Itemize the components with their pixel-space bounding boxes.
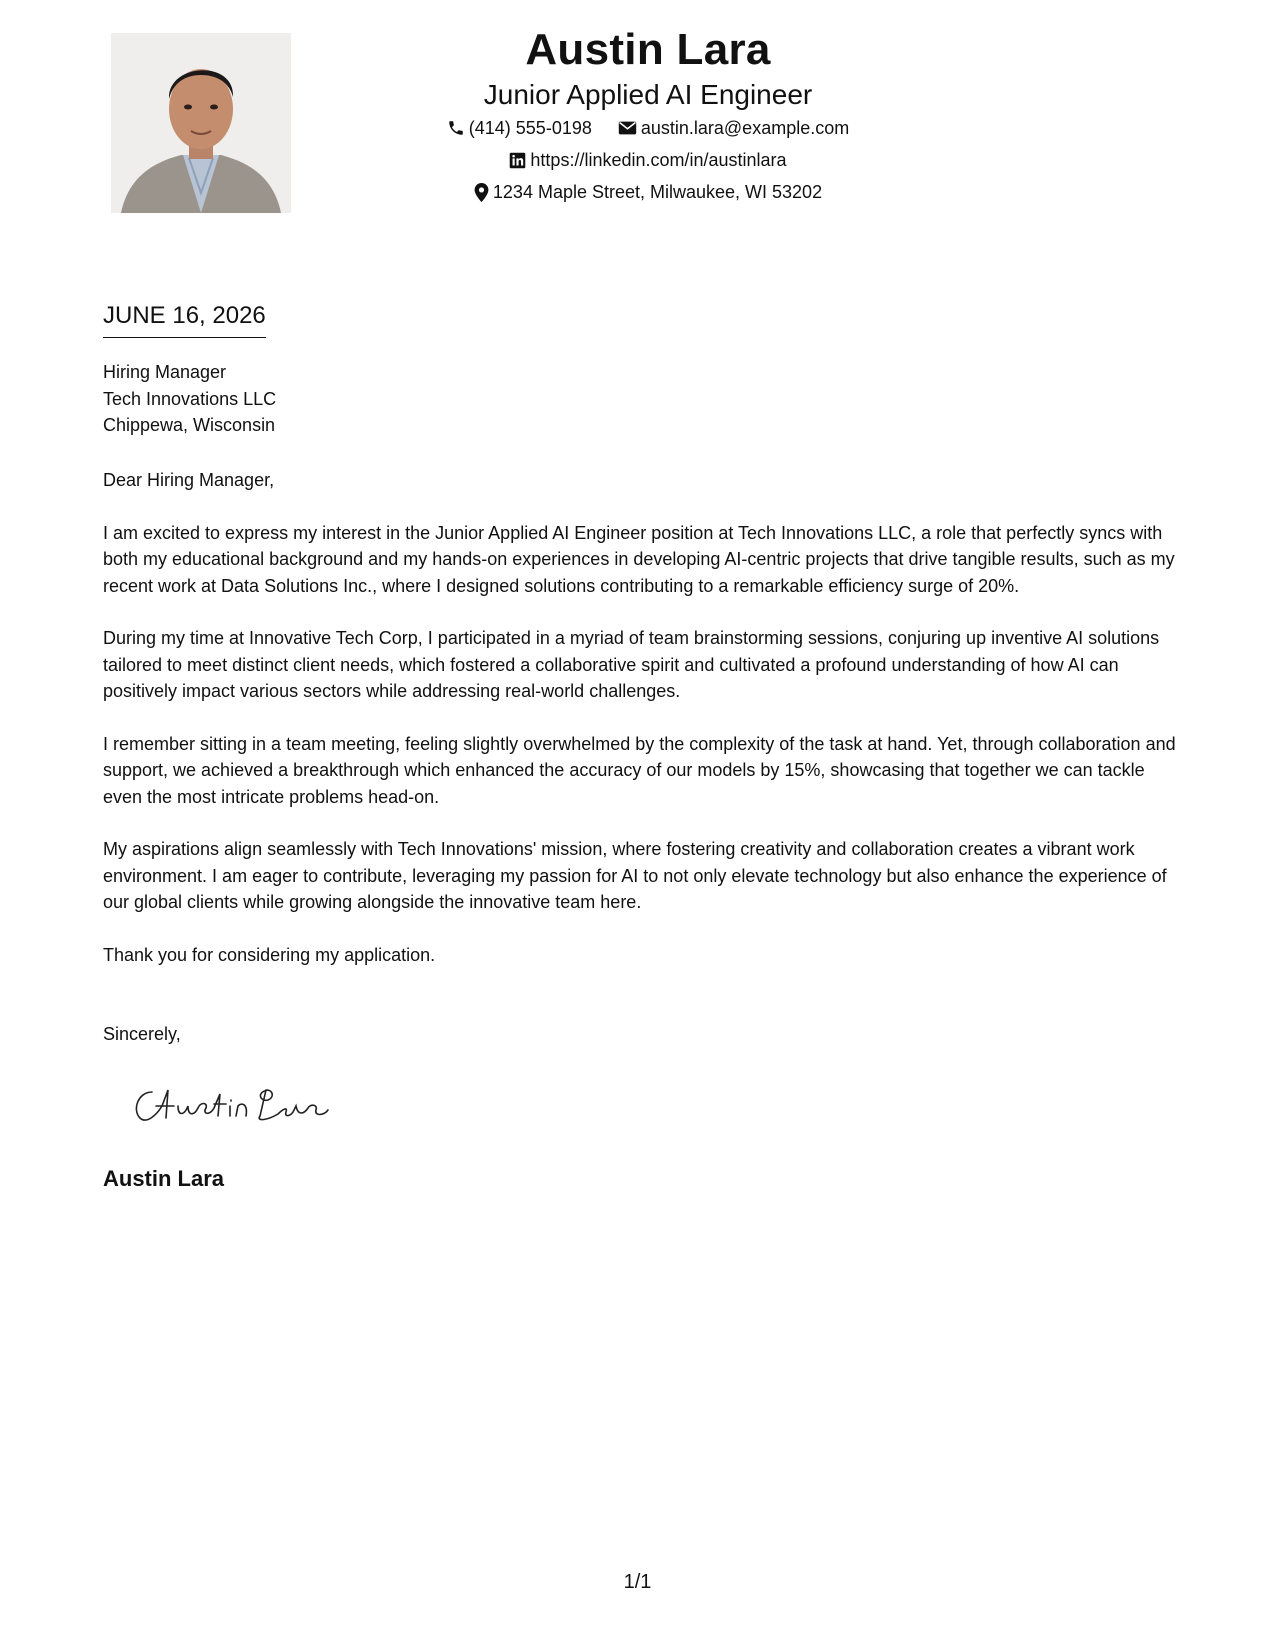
linkedin-text: https://linkedin.com/in/austinlara (530, 150, 787, 170)
recipient-line: Hiring Manager (103, 362, 227, 382)
recipient-block (103, 359, 276, 439)
signed-name: Austin Lara (103, 1166, 225, 1191)
email-text: austin.lara@example.com (640, 118, 850, 138)
closing: Sincerely, (103, 1024, 181, 1044)
recipient-line: Chippewa, Wisconsin (103, 415, 276, 435)
phone-text: (414) 555-0198 (468, 118, 592, 138)
email-contact[interactable] (618, 112, 849, 144)
body-paragraph: I am excited to express my interest in the Junior Applied AI Engineer position at Tech Innovations LLC, a role that perfectly syncs with both my educational background and my hands-on experiences in developing AI-centric projects that drive tangible results, such as my recent work at Data Solutions Inc., where I designed solutions contributing to a remarkable efficiency surge of 20%. (103, 522, 1175, 596)
letter-body (103, 467, 1183, 994)
envelope-icon (618, 120, 637, 136)
body-paragraph: Thank you for considering my application. (103, 944, 436, 965)
address-contact (474, 176, 822, 208)
profile-photo (111, 33, 291, 213)
letter-header (380, 22, 916, 208)
body-paragraph: I remember sitting in a team meeting, feeling slightly overwhelmed by the complexity of the task at hand. Yet, through collaboration and support, we achieved a breakthrough which enhanced the accuracy of our models by 15%, showcasing that together we can tackle even the most intricate problems head-on. (103, 733, 1176, 807)
linkedin-contact[interactable] (509, 144, 786, 176)
linkedin-icon (509, 152, 526, 169)
page-number: 1/1 (623, 1571, 652, 1593)
phone-icon (447, 119, 465, 137)
body-paragraph: During my time at Innovative Tech Corp, I participated in a myriad of team brainstorming sessions, conjuring up inventive AI solutions tailored to meet distinct client needs, which fostered a collaborative spirit and cultivated a profound understanding of how AI can positively impact various sectors while addressing real-world challenges. (103, 628, 1160, 701)
phone-contact[interactable] (447, 112, 592, 144)
contact-line-2 (380, 144, 916, 176)
letter-date: JUNE 16, 2026 (103, 301, 266, 338)
body-paragraph: My aspirations align seamlessly with Tech Innovations' mission, where fostering creativity and collaboration creates a vibrant work environment. I am eager to contribute, leveraging my passion for AI to not only elevate technology but also enhance the experience of our global clients while growing alongside the innovative team here. (103, 839, 1167, 912)
salutation: Dear Hiring Manager, (103, 470, 275, 490)
applicant-title: Junior Applied AI Engineer (483, 79, 813, 110)
map-pin-icon (474, 183, 489, 202)
contact-line-1 (380, 112, 916, 144)
contact-line-3 (380, 176, 916, 208)
recipient-line: Tech Innovations LLC (103, 388, 277, 409)
applicant-name: Austin Lara (525, 25, 771, 74)
address-text: 1234 Maple Street, Milwaukee, WI 53202 (492, 182, 823, 202)
portrait-illustration (111, 33, 291, 213)
signature-image (128, 1080, 338, 1126)
